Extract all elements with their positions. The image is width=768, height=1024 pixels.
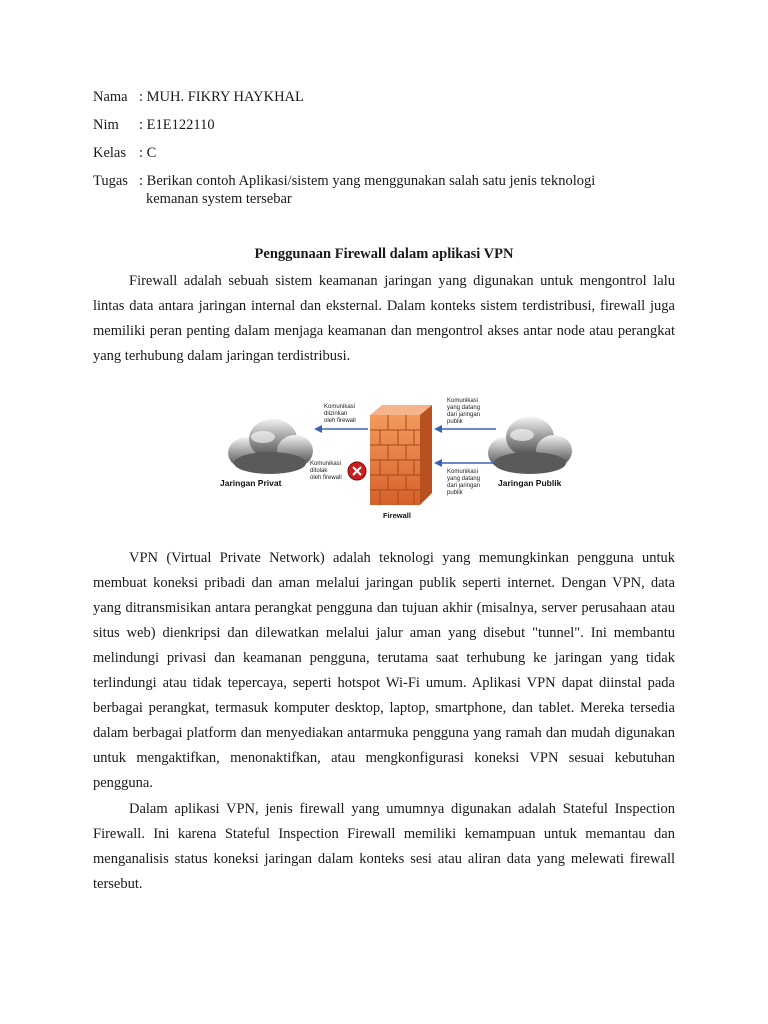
- allowed-label-line: Komunikasi: [324, 404, 356, 410]
- meta-value: : C: [139, 145, 157, 161]
- meta-value: : Berikan contoh Aplikasi/sistem yang menggunakan salah satu jenis teknologi: [139, 173, 596, 189]
- paragraph-vpn: VPN (Virtual Private Network) adalah teknologi yang memungkinkan pengguna untuk membuat koneksi pribadi dan aman melalui jaringan publik seperti internet. Dengan VPN, data yang ditransmisikan antara perangkat pengguna dan tujuan akhir (misalnya, server perusahaan atau situs web) dienkripsi dan dilewatkan melalui jalur aman yang disebut "tunnel". Ini membantu melindungi privasi dan keamanan pengguna, terutama saat terhubung ke jaringan yang tidak terlindungi atau tidak tepercaya, seperti hotspot Wi-Fi umum. Aplikasi VPN dapat diinstal pada berbagai perangkat, termasuk komputer desktop, laptop, smartphone, dan tablet. Mereka tersedia dalam berbagai platform dan menyediakan antarmuka pengguna yang ramah dan mudah digunakan untuk mengaktifkan, menonaktifkan, atau mengkonfigurasi koneksi VPN sesuai kebutuhan pengguna.: [93, 550, 675, 791]
- meta-key: Nama: [93, 89, 128, 105]
- section-title: Penggunaan Firewall dalam aplikasi VPN: [254, 246, 514, 262]
- meta-value-continued: kemanan system tersebar: [146, 191, 292, 207]
- denied-label-line: ditolak: [310, 468, 328, 474]
- incoming-arrow-bottom: [434, 459, 496, 467]
- firewall-label: Firewall: [383, 511, 411, 520]
- incoming-top-label-line: yang datang: [447, 405, 481, 411]
- incoming-arrow-top: [434, 425, 496, 433]
- paragraph-stateful: Dalam aplikasi VPN, jenis firewall yang umumnya digunakan adalah Stateful Inspection Firewall. Ini karena Stateful Inspection Firewall memiliki kemampuan untuk memantau dan menganalisis status koneksi jaringan dalam konteks sesi atau aliran data yang melewati firewall tersebut.: [93, 801, 675, 892]
- meta-value: : MUH. FIKRY HAYKHAL: [139, 89, 304, 105]
- allowed-label-line: oleh firewall: [324, 418, 356, 424]
- cloud-icon-public: [488, 417, 572, 474]
- allowed-label-line: diizinkan: [324, 411, 348, 417]
- meta-value: : E1E122110: [139, 117, 215, 133]
- allowed-arrow: [314, 425, 368, 433]
- private-network-label: Jaringan Privat: [220, 478, 282, 488]
- meta-key: Tugas: [93, 173, 128, 189]
- incoming-bottom-label-line: publik: [447, 490, 463, 496]
- incoming-bottom-label-line: Komunikasi: [447, 469, 479, 475]
- incoming-top-label-line: dari jaringan: [447, 412, 481, 418]
- incoming-bottom-label-line: yang datang: [447, 476, 481, 482]
- incoming-top-label-line: publik: [447, 419, 463, 425]
- paragraph-firewall: Firewall adalah sebuah sistem keamanan jaringan yang digunakan untuk mengontrol lalu lintas data antara jaringan internal dan eksternal. Dalam konteks sistem terdistribusi, firewall juga memiliki peran penting dalam menjaga keamanan dan mengontrol akses antar node atau perangkat yang terhubung dalam jaringan terdistribusi.: [93, 273, 675, 364]
- incoming-bottom-label-line: dari jaringan: [447, 483, 481, 489]
- denied-label-line: oleh firewall: [310, 475, 342, 481]
- meta-key: Kelas: [93, 145, 127, 161]
- denied-label-line: Komunikasi: [310, 461, 342, 467]
- firewall-diagram: [218, 393, 580, 523]
- incoming-top-label-line: Komunikasi: [447, 398, 479, 404]
- firewall-icon: [370, 405, 432, 505]
- deny-icon: [348, 462, 366, 480]
- cloud-icon-private: [228, 419, 313, 474]
- public-network-label: Jaringan Publik: [498, 478, 562, 488]
- meta-key: Nim: [93, 117, 119, 133]
